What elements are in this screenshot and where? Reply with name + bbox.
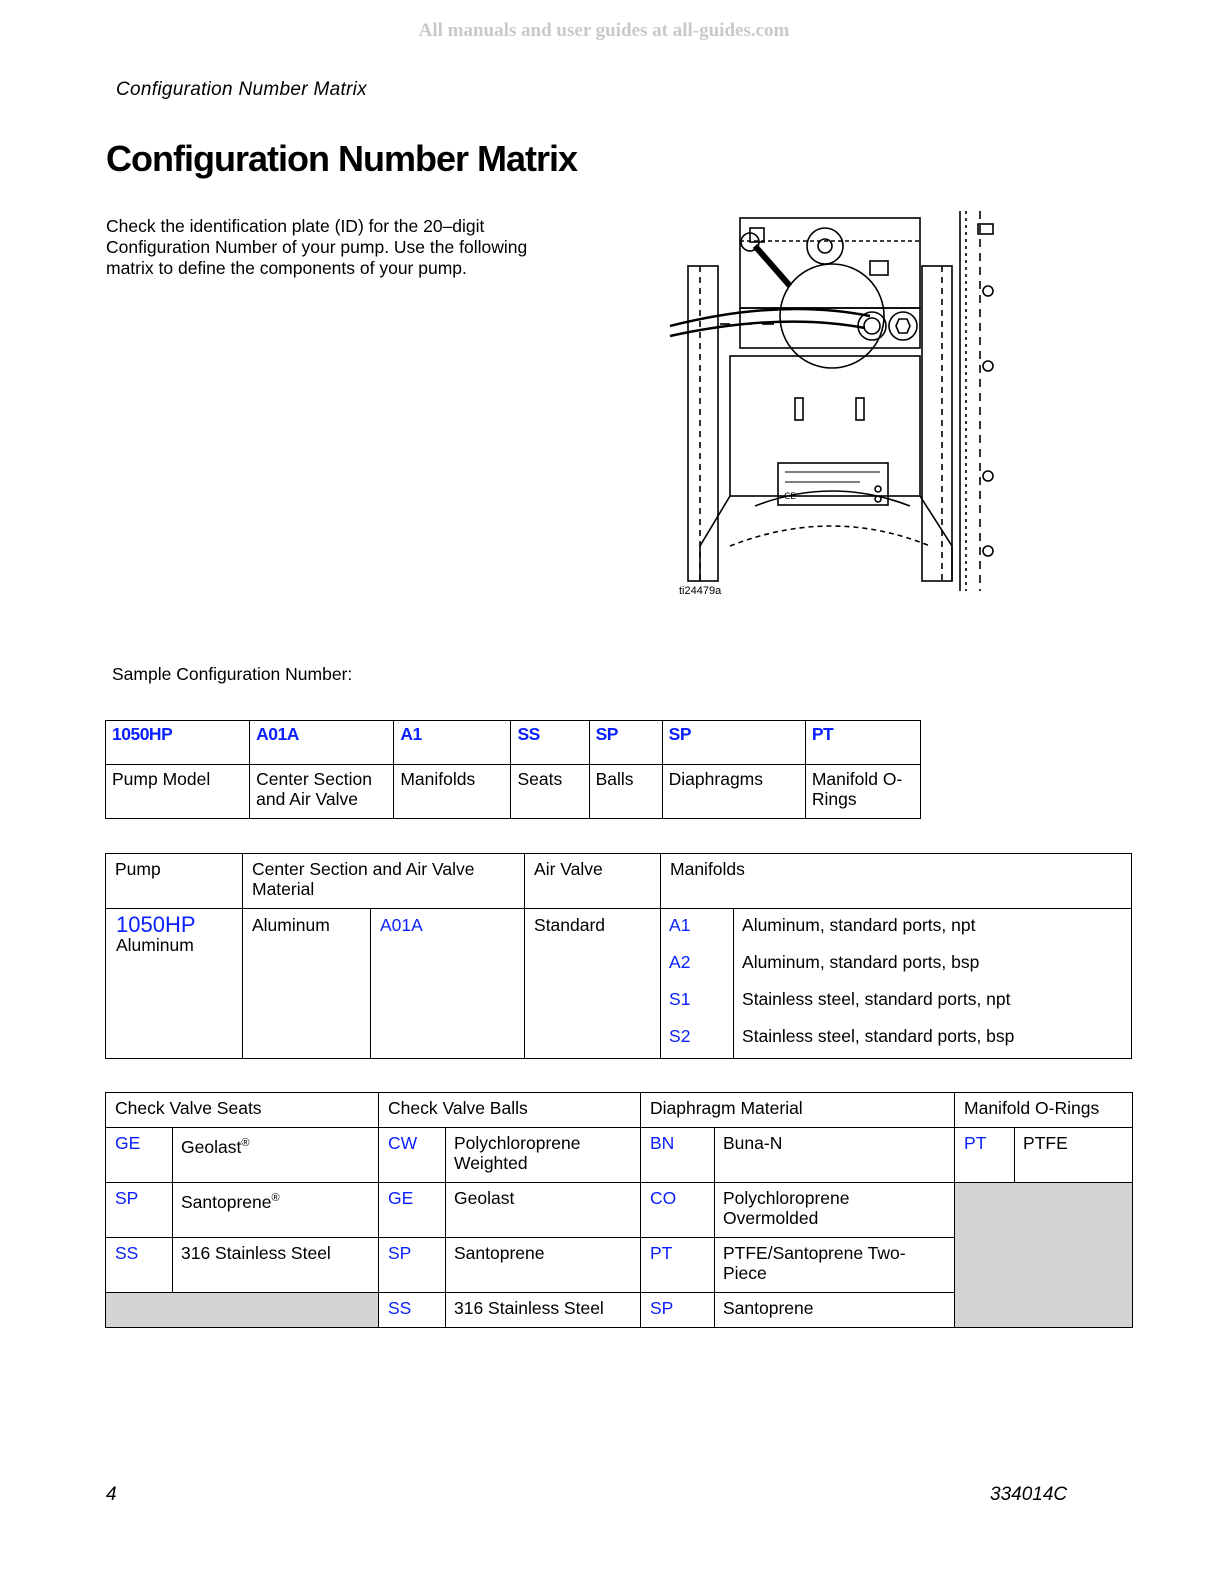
watermark: All manuals and user guides at all-guides.com [418, 20, 790, 41]
ball-code: CW [379, 1128, 446, 1183]
sample-label-cell: Pump Model [106, 765, 250, 819]
page-number: 4 [106, 1484, 117, 1505]
pump-matrix-header [106, 854, 1132, 909]
svg-text:CE: CE [784, 492, 796, 502]
sample-label-cell: Balls [589, 765, 662, 819]
header-balls: Check Valve Balls [379, 1093, 641, 1128]
diaphragm-code: BN [641, 1128, 715, 1183]
figure-id: ti24479a [679, 585, 722, 597]
header-diaphragm: Diaphragm Material [641, 1093, 955, 1128]
sample-code: 1050HP [106, 721, 250, 765]
page-title: Configuration Number Matrix [106, 138, 578, 179]
manifold-code: A2 [661, 946, 734, 983]
sample-label: Sample Configuration Number: [112, 664, 353, 684]
sample-label-cell: Manifolds [394, 765, 511, 819]
sample-code: SP [589, 721, 662, 765]
sample-code: A1 [394, 721, 511, 765]
center-code: A01A [371, 909, 525, 1059]
check-valve-table [105, 1092, 1133, 1328]
diaphragm-code: CO [641, 1183, 715, 1238]
sample-label-cell: Center Section and Air Valve [250, 765, 394, 819]
sample-label-cell: Seats [511, 765, 589, 819]
manifold-desc: Stainless steel, standard ports, bsp [734, 1020, 1132, 1059]
manifold-code: A1 [661, 909, 734, 947]
oring-code: PT [955, 1128, 1015, 1183]
diaphragm-desc: Polychloroprene Overmolded [715, 1183, 955, 1238]
ball-code: SS [379, 1293, 446, 1328]
header-seats: Check Valve Seats [106, 1093, 379, 1128]
manifold-code: S2 [661, 1020, 734, 1059]
check-valve-header [106, 1093, 1133, 1128]
intro-paragraph: Check the identification plate (ID) for the 20–digit Configuration Number of your pump. Use the following matrix to define the components of your pump. [106, 216, 528, 278]
running-head: Configuration Number Matrix [116, 79, 367, 100]
manifold-desc: Aluminum, standard ports, bsp [734, 946, 1132, 983]
empty-cell [106, 1293, 379, 1328]
sample-codes-row [106, 721, 921, 765]
manifold-desc: Aluminum, standard ports, npt [734, 909, 1132, 947]
seat-desc: Santoprene® [173, 1183, 379, 1238]
seat-desc: 316 Stainless Steel [173, 1238, 379, 1293]
manifold-code: S1 [661, 983, 734, 1020]
sample-labels-row [106, 765, 921, 819]
sample-label-cell: Manifold O-Rings [805, 765, 920, 819]
seat-code: SS [106, 1238, 173, 1293]
seat-desc: Geolast® [173, 1128, 379, 1183]
header-center-section: Center Section and Air Valve Material [243, 854, 525, 909]
ball-code: GE [379, 1183, 446, 1238]
table-row [106, 909, 1132, 947]
sample-code: SS [511, 721, 589, 765]
header-pump: Pump [106, 854, 243, 909]
diaphragm-desc: Santoprene [715, 1293, 955, 1328]
header-manifolds: Manifolds [661, 854, 1132, 909]
header-air-valve: Air Valve [525, 854, 661, 909]
pump-code: 1050HP [116, 912, 196, 937]
header-orings: Manifold O-Rings [955, 1093, 1133, 1128]
pump-illustration [660, 206, 1005, 601]
ball-desc: Geolast [446, 1183, 641, 1238]
sample-config-table [105, 720, 921, 819]
center-material: Aluminum [243, 909, 371, 1059]
seat-code: GE [106, 1128, 173, 1183]
sample-label-cell: Diaphragms [662, 765, 805, 819]
diaphragm-code: SP [641, 1293, 715, 1328]
diaphragm-desc: PTFE/Santoprene Two-Piece [715, 1238, 955, 1293]
sample-code: A01A [250, 721, 394, 765]
table-row [106, 1183, 1133, 1238]
ball-code: SP [379, 1238, 446, 1293]
air-valve-value: Standard [525, 909, 661, 1059]
seat-code: SP [106, 1183, 173, 1238]
oring-desc: PTFE [1015, 1128, 1133, 1183]
ball-desc: Santoprene [446, 1238, 641, 1293]
ball-desc: Polychloroprene Weighted [446, 1128, 641, 1183]
diaphragm-desc: Buna-N [715, 1128, 955, 1183]
ball-desc: 316 Stainless Steel [446, 1293, 641, 1328]
table-row [106, 1128, 1133, 1183]
sample-code: PT [805, 721, 920, 765]
pump-cell [106, 909, 243, 1059]
pump-material: Aluminum [116, 935, 194, 955]
sample-code: SP [662, 721, 805, 765]
pump-matrix-table [105, 853, 1132, 1059]
document-number: 334014C [990, 1484, 1068, 1505]
empty-cell [955, 1183, 1133, 1328]
diaphragm-code: PT [641, 1238, 715, 1293]
manifold-desc: Stainless steel, standard ports, npt [734, 983, 1132, 1020]
